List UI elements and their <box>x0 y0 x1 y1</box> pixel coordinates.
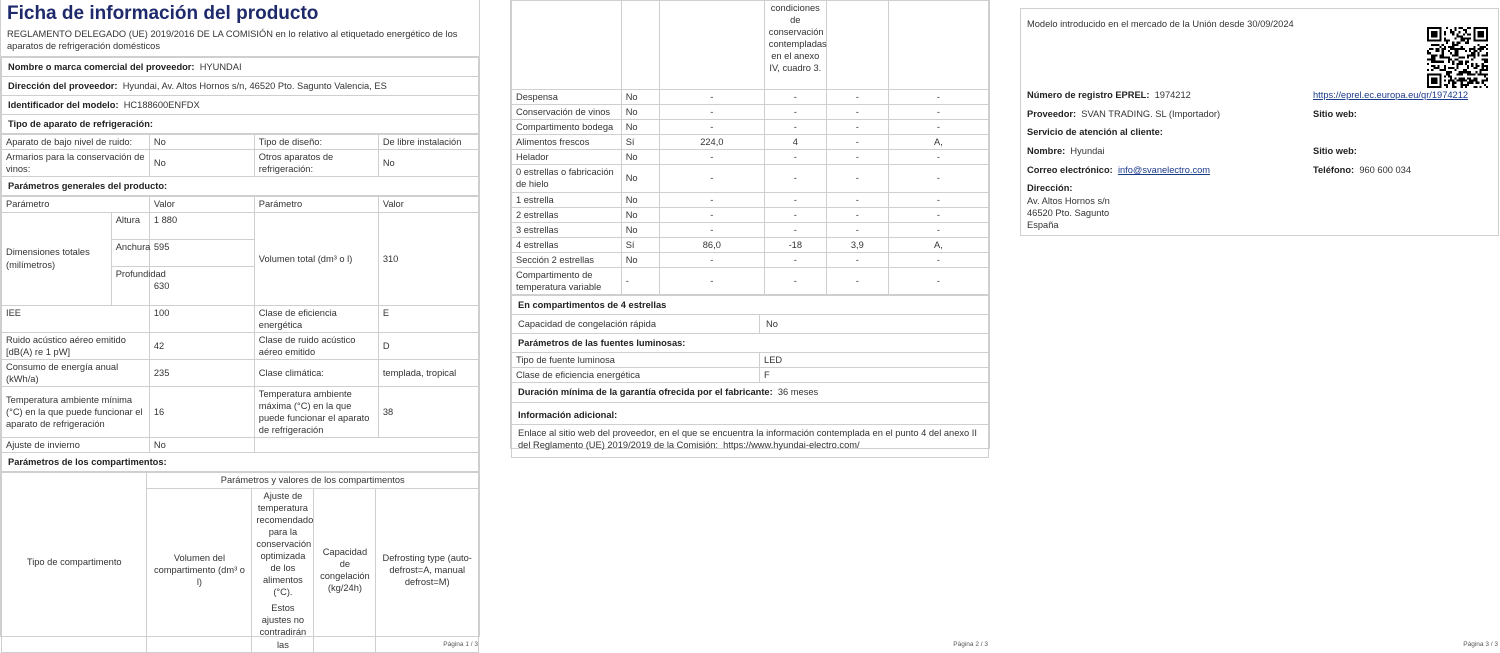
page-title: Ficha de información del producto <box>7 3 319 24</box>
depth-label: Profundidad <box>111 266 149 305</box>
page-1 <box>0 0 480 652</box>
compartment-freeze: 3,9 <box>826 237 888 252</box>
four-star-header: En compartimentos de 4 estrellas <box>512 296 989 315</box>
page-2-frame <box>510 0 990 449</box>
compartment-yn: No <box>621 222 659 237</box>
compartment-row <box>512 222 989 237</box>
four-star-table <box>511 295 989 458</box>
compartment-name: 0 estrellas o fabricación de hielo <box>512 165 622 192</box>
winter-value: No <box>149 438 254 453</box>
info-text: Enlace al sitio web del proveedor, en el que se encuentra la información contemplada en el punto 4 del anexo II del Reglamento (UE) 2019/2019 de la Comisión: https://www.hyundai-electro.com/ <box>512 424 989 457</box>
compartment-row <box>512 105 989 120</box>
compartment-vol: - <box>659 120 764 135</box>
compartment-vol: - <box>659 222 764 237</box>
compartment-yn: No <box>621 150 659 165</box>
page-3-frame <box>1020 8 1499 236</box>
compartment-defrost: - <box>888 90 988 105</box>
compartment-yn: No <box>621 252 659 267</box>
compartment-freeze: - <box>826 192 888 207</box>
iee-label: IEE <box>2 305 150 332</box>
volume-value: 310 <box>378 212 478 305</box>
compartment-freeze: - <box>826 105 888 120</box>
compartment-freeze: - <box>826 165 888 192</box>
compartment-vol: 224,0 <box>659 135 764 150</box>
col-param-2: Parámetro <box>254 197 378 212</box>
website-label: Sitio web: <box>1313 109 1357 119</box>
compartment-temp: - <box>764 267 826 294</box>
compartment-yn: Sí <box>621 237 659 252</box>
wine-value: No <box>149 150 254 177</box>
address-row: Dirección del proveedor: Hyundai, Av. Altos Hornos s/n, 46520 Pto. Sagunto Valencia, ES <box>2 76 479 95</box>
compartment-vol: - <box>659 252 764 267</box>
compartment-freeze: - <box>826 252 888 267</box>
compartment-yn: No <box>621 90 659 105</box>
compartment-temp: - <box>764 90 826 105</box>
compartment-row <box>512 120 989 135</box>
compartments-table <box>511 0 989 295</box>
compartment-freeze: - <box>826 135 888 150</box>
col-param: Parámetro <box>2 197 150 212</box>
info-header: Información adicional: <box>512 402 989 424</box>
compartment-defrost: - <box>888 165 988 192</box>
compartment-yn: No <box>621 120 659 135</box>
cont-empty-2 <box>621 1 659 90</box>
noise-class-value: D <box>378 332 478 359</box>
address-line: España <box>1027 220 1059 231</box>
address-label: Dirección: <box>1027 183 1073 193</box>
brand-row: Nombre o marca comercial del proveedor: HYUNDAI <box>2 57 479 76</box>
page-2 <box>510 0 990 652</box>
compartment-freeze: - <box>826 90 888 105</box>
compartment-name: 1 estrella <box>512 192 622 207</box>
col-value-2: Valor <box>378 197 478 212</box>
compartment-temp: - <box>764 222 826 237</box>
compartment-defrost: A, <box>888 237 988 252</box>
light-class-label: Clase de eficiencia energética <box>512 368 760 383</box>
compartment-vol: - <box>659 150 764 165</box>
compartment-freeze: - <box>826 150 888 165</box>
compartment-defrost: - <box>888 192 988 207</box>
compartment-temp: 4 <box>764 135 826 150</box>
compartment-yn: No <box>621 105 659 120</box>
compartment-defrost: - <box>888 267 988 294</box>
cont-empty-5 <box>888 1 988 90</box>
width-label: Anchura <box>111 239 149 266</box>
col-temp <box>252 488 314 652</box>
address-block <box>1027 195 1110 231</box>
depth-value: 630 <box>149 266 254 305</box>
email-row: Correo electrónico: info@svanelectro.com <box>1027 165 1211 175</box>
page-number: Página 1 / 3 <box>443 640 478 648</box>
compartment-name: Helador <box>512 150 622 165</box>
other-label: Otros aparatos de refrigeración: <box>254 150 378 177</box>
compartments-table-head <box>1 472 479 652</box>
compartment-freeze: - <box>826 207 888 222</box>
email-link[interactable]: info@svanelectro.com <box>1117 165 1211 175</box>
cont-empty-3 <box>659 1 764 90</box>
appliance-type-header: Tipo de aparato de refrigeración: <box>2 115 479 134</box>
page-number: Página 3 / 3 <box>1463 640 1498 648</box>
cont-empty-1 <box>512 1 622 90</box>
light-class-value: F <box>760 368 989 383</box>
col-temp-continued: condiciones de conservación contempladas en el anexo IV, cuadro 3. <box>764 1 826 90</box>
col-temp-text: Ajuste de temperatura recomendado para la conservación optimizada de los alimentos (°C). <box>256 490 314 598</box>
height-label: Altura <box>111 212 149 239</box>
general-params-header: Parámetros generales del producto: <box>2 177 479 196</box>
compartment-temp: - <box>764 120 826 135</box>
col-volume: Volumen del compartimento (dm³ o l) <box>147 488 252 652</box>
compartment-name: Alimentos frescos <box>512 135 622 150</box>
website2-label: Sitio web: <box>1313 146 1357 156</box>
height-value: 1 880 <box>149 212 254 239</box>
compartment-defrost: - <box>888 222 988 237</box>
compartment-row <box>512 237 989 252</box>
compartment-defrost: - <box>888 120 988 135</box>
compartment-row <box>512 252 989 267</box>
light-header: Parámetros de las fuentes luminosas: <box>512 334 989 353</box>
phone-row: Teléfono: 960 600 034 <box>1313 165 1412 175</box>
compartment-name: 4 estrellas <box>512 237 622 252</box>
compartment-yn: - <box>621 267 659 294</box>
compartment-defrost: - <box>888 207 988 222</box>
eprel-row: Número de registro EPREL: 1974212 <box>1027 90 1191 100</box>
market-text: Modelo introducido en el mercado de la Unión desde 30/09/2024 <box>1027 19 1294 29</box>
dims-label: Dimensiones totales (milímetros) <box>2 212 112 305</box>
tmin-label: Temperatura ambiente mínima (°C) en la que puede funcionar el aparato de refrigeración <box>2 387 150 438</box>
compartment-temp: - <box>764 150 826 165</box>
other-value: No <box>378 150 478 177</box>
compartment-row <box>512 90 989 105</box>
compartment-vol: - <box>659 192 764 207</box>
tmax-value: 38 <box>378 387 478 438</box>
volume-label: Volumen total (dm³ o l) <box>254 212 378 305</box>
compartment-vol: 86,0 <box>659 237 764 252</box>
compartment-name: Sección 2 estrellas <box>512 252 622 267</box>
page-number: Página 2 / 3 <box>953 640 988 648</box>
light-type-value: LED <box>760 353 989 368</box>
compartment-yn: No <box>621 192 659 207</box>
noise-class-label: Clase de ruido acústico aéreo emitido <box>254 332 378 359</box>
compartment-vol: - <box>659 207 764 222</box>
compartment-defrost: A, <box>888 135 988 150</box>
compartment-vol: - <box>659 267 764 294</box>
compartment-row <box>512 207 989 222</box>
noise-value: 42 <box>149 332 254 359</box>
wine-label: Armarios para la conservación de vinos: <box>2 150 150 177</box>
design-value: De libre instalación <box>378 135 478 150</box>
col-freeze: Capacidad de congelación (kg/24h) <box>314 488 376 652</box>
fast-freeze-label: Capacidad de congelación rápida <box>512 315 760 334</box>
compartment-yn: No <box>621 165 659 192</box>
low-noise-value: No <box>149 135 254 150</box>
model-row: Identificador del modelo: HC188600ENFDX <box>2 96 479 115</box>
cont-empty-4 <box>826 1 888 90</box>
noise-label: Ruido acústico aéreo emitido [dB(A) re 1 pW] <box>2 332 150 359</box>
compartment-freeze: - <box>826 222 888 237</box>
compartment-vol: - <box>659 90 764 105</box>
compartment-yn: No <box>621 207 659 222</box>
compartment-defrost: - <box>888 252 988 267</box>
compartment-temp: -18 <box>764 237 826 252</box>
compartment-defrost: - <box>888 150 988 165</box>
info-link[interactable]: https://www.hyundai-electro.com/ <box>723 439 860 450</box>
compartment-row <box>512 135 989 150</box>
address-line: 46520 Pto. Sagunto <box>1027 208 1110 219</box>
supplier-row: Proveedor: SVAN TRADING. SL (Importador) <box>1027 109 1221 119</box>
compartment-yn: Sí <box>621 135 659 150</box>
col-type: Tipo de compartimento <box>2 473 147 652</box>
eff-class-value: E <box>378 305 478 332</box>
compartment-temp: - <box>764 165 826 192</box>
iee-value: 100 <box>149 305 254 332</box>
header-info-table <box>1 57 479 134</box>
design-label: Tipo de diseño: <box>254 135 378 150</box>
col-defrost: Defrosting type (auto-defrost=A, manual defrost=M) <box>376 488 479 652</box>
compartments-header: Parámetros de los compartimentos: <box>2 453 479 472</box>
warranty-row: Duración mínima de la garantía ofrecida por el fabricante: 36 meses <box>512 383 989 402</box>
tmax-label: Temperatura ambiente máxima (°C) en la que puede funcionar el aparato de refrigeración <box>254 387 378 438</box>
compartment-name: Compartimento bodega <box>512 120 622 135</box>
compartment-temp: - <box>764 105 826 120</box>
eprel-link[interactable]: https://eprel.ec.europa.eu/qr/1974212 <box>1313 90 1469 100</box>
compartment-name: Despensa <box>512 90 622 105</box>
qr-code-icon <box>1427 27 1488 88</box>
compartment-name: 3 estrellas <box>512 222 622 237</box>
tmin-value: 16 <box>149 387 254 438</box>
page-3 <box>1020 0 1500 652</box>
climate-label: Clase climática: <box>254 359 378 386</box>
light-type-label: Tipo de fuente luminosa <box>512 353 760 368</box>
compartment-row <box>512 192 989 207</box>
energy-value: 235 <box>149 359 254 386</box>
compartment-vol: - <box>659 165 764 192</box>
compartment-row <box>512 150 989 165</box>
regulation-text: REGLAMENTO DELEGADO (UE) 2019/2016 DE LA COMISIÓN en lo relativo al etiquetado energético de los aparatos de refrigeración domésticos <box>1 28 479 57</box>
comp-table-header: Parámetros y valores de los compartimentos <box>147 473 479 488</box>
general-params-table <box>1 196 479 472</box>
winter-empty <box>254 438 478 453</box>
compartment-row <box>512 267 989 294</box>
compartment-name: 2 estrellas <box>512 207 622 222</box>
climate-value: templada, tropical <box>378 359 478 386</box>
compartment-temp: - <box>764 192 826 207</box>
compartment-name: Conservación de vinos <box>512 105 622 120</box>
width-value: 595 <box>149 239 254 266</box>
compartment-freeze: - <box>826 267 888 294</box>
compartment-defrost: - <box>888 105 988 120</box>
compartment-temp: - <box>764 207 826 222</box>
col-temp-text-2: Estos ajustes no contradirán las <box>259 603 307 650</box>
appliance-type-table <box>1 134 479 196</box>
eff-class-label: Clase de eficiencia energética <box>254 305 378 332</box>
fast-freeze-value: No <box>760 315 989 334</box>
low-noise-label: Aparato de bajo nivel de ruido: <box>2 135 150 150</box>
compartment-name: Compartimento de temperatura variable <box>512 267 622 294</box>
winter-label: Ajuste de invierno <box>2 438 150 453</box>
name-row: Nombre: Hyundai <box>1027 146 1105 156</box>
compartment-freeze: - <box>826 120 888 135</box>
energy-label: Consumo de energía anual (kWh/a) <box>2 359 150 386</box>
compartment-rows <box>512 90 989 295</box>
service-label: Servicio de atención al cliente: <box>1027 127 1163 137</box>
col-value: Valor <box>149 197 254 212</box>
compartment-temp: - <box>764 252 826 267</box>
compartment-vol: - <box>659 105 764 120</box>
compartment-row <box>512 165 989 192</box>
address-line: Av. Altos Hornos s/n <box>1027 196 1110 206</box>
